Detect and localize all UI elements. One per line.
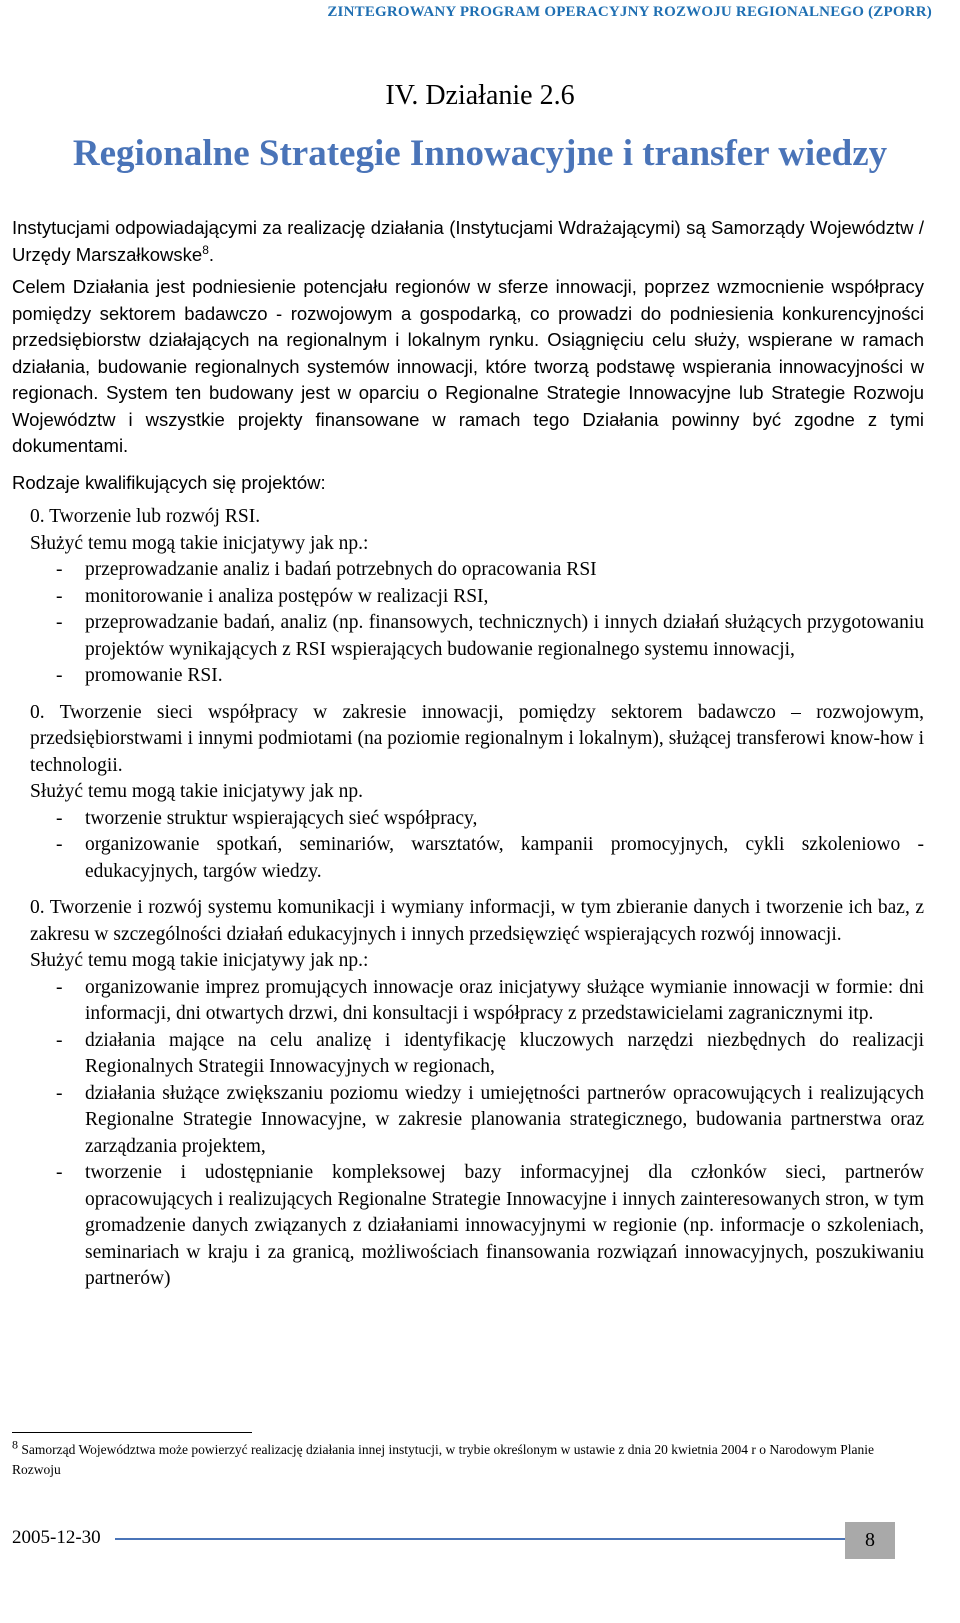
initiative-list — [30, 975, 924, 1293]
project-type-head: 0. Tworzenie i rozwój systemu komunikacji i wymiany informacji, w tym zbieranie danych i tworzenie ich baz, z zakresu w szczególności działań edukacyjnych i innych przedsięwzięć wspierających rozwój innowacji. — [30, 897, 924, 945]
initiative-list — [30, 557, 924, 690]
list-item: - przeprowadzanie analiz i badań potrzebnych do opracowania RSI — [56, 557, 924, 584]
project-type-item — [30, 895, 924, 1293]
footnote-separator — [12, 1432, 252, 1433]
project-type-lead: Służyć temu mogą takie inicjatywy jak np.: — [30, 950, 369, 971]
project-type-lead: Służyć temu mogą takie inicjatywy jak np. — [30, 781, 364, 802]
project-type-head: 0. Tworzenie sieci współpracy w zakresie innowacji, pomiędzy sektorem badawczo – rozwojowym, przedsiębiorstwami i innymi podmiotami (na poziomie regionalnym i lokalnym), służącej transferowi know-how i technologii. — [30, 701, 924, 776]
list-item: - organizowanie spotkań, seminariów, warsztatów, kampanii promocyjnych, cykli szkoleniowo -edukacyjnych, targów wiedzy. — [56, 832, 924, 885]
footnote-reference[interactable]: 8 — [202, 242, 209, 257]
goal-paragraph: Celem Działania jest podniesienie potencjału regionów w sferze innowacji, poprzez wzmocnienie współpracy pomiędzy sektorem badawczo - rozwojowym a gospodarką, co prowadzi do podniesienia konkurencyjności przedsiębiorstw działających na regionalnym i lokalnym rynku. Osiągnięciu celu służy, wspierane w ramach działania, budowanie regionalnych systemów innowacji, które tworzą podstawę wspierania innowacyjności w regionach. System ten budowany jest w oparciu o Regionalne Strategie Innowacyjne lub Strategie Rozwoju Województw i wszystkie projekty finansowane w ramach tego Działania powinny być zgodne z tymi dokumentami. — [12, 276, 924, 456]
project-type-item — [30, 504, 924, 690]
section-title: Regionalne Strategie Innowacyjne i transfer wiedzy — [72, 133, 888, 174]
running-header: ZINTEGROWANY PROGRAM OPERACYJNY ROZWOJU REGIONALNEGO (ZPORR) — [327, 4, 932, 20]
list-item: - tworzenie i udostępnianie kompleksowej bazy informacyjnej dla członków sieci, partnerów opracowujących i realizujących Regionalne Strategie Innowacyjne i innych zainteresowanych stron, w tym gromadzenie danych związanych z działaniami innowacyjnymi w regionie (np. informacje o szkoleniach, seminariach w kraju i za granicą, możliwościach finansowania rozwiązań innowacyjnych, poszukiwaniu partnerów) — [56, 1160, 924, 1293]
list-item: - działania mające na celu analizę i identyfikację kluczowych narzędzi niezbędnych do realizacji Regionalnych Strategii Innowacyjnych w regionach, — [56, 1028, 924, 1081]
footnote-mark: 8 — [12, 1437, 18, 1452]
page-number: 8 — [845, 1522, 895, 1559]
list-item: - organizowanie imprez promujących innowacje oraz inicjatywy służące wymianie innowacji w formie: dni informacji, dni otwartych drzwi, dni konsultacji i współpracy z przedstawicielami zagranicznymi itp. — [56, 975, 924, 1028]
project-type-item — [30, 700, 924, 886]
list-item: - monitorowanie i analiza postępów w realizacji RSI, — [56, 584, 924, 611]
footer-rule — [115, 1538, 845, 1540]
project-type-head: 0. Tworzenie lub rozwój RSI. — [30, 506, 261, 527]
list-item: - tworzenie struktur wspierających sieć współpracy, — [56, 806, 924, 833]
list-item: - przeprowadzanie badań, analiz (np. finansowych, technicznych) i innych działań służących przygotowaniu projektów wynikających z RSI wspierających budowanie regionalnego systemu innowacji, — [56, 610, 924, 663]
intro-text: Instytucjami odpowiadającymi za realizację działania (Instytucjami Wdrażającymi) są Samorządy Województw / Urzędy Marszałkowske — [12, 217, 924, 265]
footer-date: 2005-12-30 — [12, 1527, 101, 1548]
list-item: - działania służące zwiększaniu poziomu wiedzy i umiejętności partnerów opracowujących i realizujących Regionalne Strategie Innowacyjne, w zakresie planowania strategicznego, budowania partnerstwa oraz zarządzania projektem, — [56, 1081, 924, 1161]
footnote-text: Samorząd Województwa może powierzyć realizację działania innej instytucji, w trybie określonym w ustawie z dnia 20 kwietnia 2004 r o Narodowym Planie Rozwoju — [12, 1442, 875, 1477]
section-number: IV. Działanie 2.6 — [385, 80, 575, 111]
intro-paragraph — [12, 215, 924, 268]
list-item: - promowanie RSI. — [56, 663, 924, 690]
document-body — [12, 215, 924, 1293]
footnote — [12, 1437, 924, 1480]
initiative-list — [30, 806, 924, 886]
intro-period: . — [208, 243, 215, 265]
project-type-lead: Służyć temu mogą takie inicjatywy jak np.: — [30, 532, 369, 554]
project-types-heading: Rodzaje kwalifikujących się projektów: — [12, 471, 326, 493]
